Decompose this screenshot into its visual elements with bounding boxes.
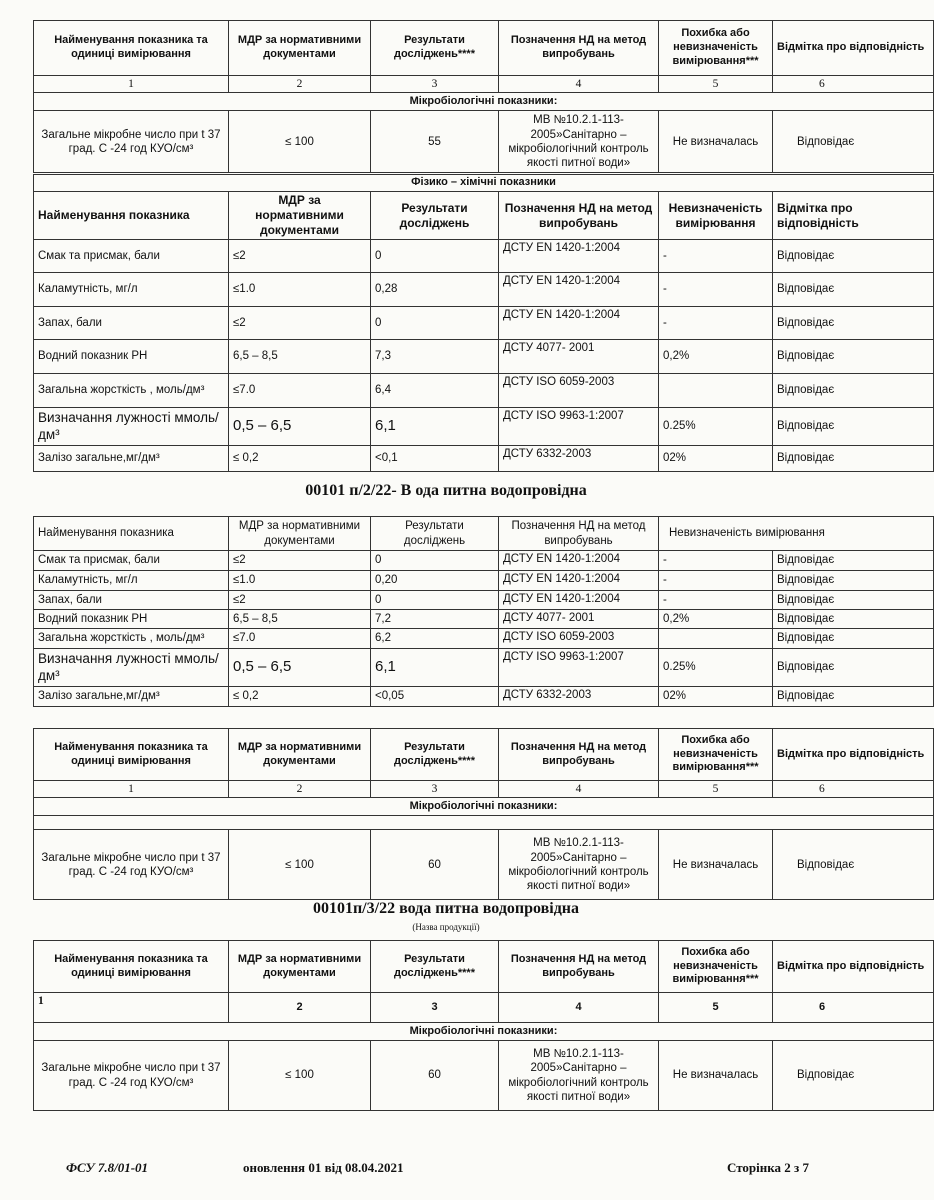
cell-method: ДСТУ ISO 6059-2003: [499, 374, 659, 408]
table-row: [34, 340, 934, 374]
cell-name: Визначання лужності ммоль/дм³: [34, 649, 229, 687]
cell-name: Загальна жорсткість , моль/дм³: [34, 629, 229, 649]
cell-mdr: ≤2: [229, 307, 371, 340]
cell-res: 7,2: [371, 610, 499, 629]
header-mdr: МДР за нормативними документами: [229, 941, 371, 993]
cell-mdr: 0,5 – 6,5: [229, 649, 371, 687]
cell-method: ДСТУ EN 1420-1:2004: [499, 551, 659, 571]
header-mdr: МДР за нормативними документами: [229, 517, 371, 551]
cell-unc: 0,2%: [659, 610, 773, 629]
micro-section-title: Мікробіологічні показники:: [34, 798, 934, 816]
micro-name: Загальне мікробне число при t 37 град. С -24 год КУО/см³: [34, 111, 229, 173]
colnum: 2: [229, 993, 371, 1023]
cell-name: Загальна жорсткість , моль/дм³: [34, 374, 229, 408]
cell-name: Запах, бали: [34, 307, 229, 340]
cell-name: Запах, бали: [34, 591, 229, 610]
micro-table-2: [33, 728, 934, 900]
cell-method: ДСТУ ISO 9963-1:2007: [499, 408, 659, 446]
table-row: [34, 610, 934, 629]
cell-mark: Відповідає: [773, 240, 934, 273]
cell-mark: Відповідає: [773, 610, 934, 629]
table-row: [34, 273, 934, 307]
header-name: Найменування показника та одиниці вимірювання: [34, 21, 229, 76]
cell-unc: -: [659, 571, 773, 591]
cell-mdr: ≤7.0: [229, 374, 371, 408]
cell-unc: -: [659, 240, 773, 273]
table-row: [34, 649, 934, 687]
cell-mdr: 6,5 – 8,5: [229, 610, 371, 629]
header-name: Найменування показника: [34, 192, 229, 240]
cell-method: ДСТУ EN 1420-1:2004: [499, 307, 659, 340]
header-uncertainty: Похибка або невизначеність вимірювання***: [659, 941, 773, 993]
micro-uncertainty: Не визначалась: [659, 830, 773, 900]
cell-res: 6,1: [371, 649, 499, 687]
phys-table-1: [33, 174, 934, 472]
header-method: Позначення НД на метод випробувань: [499, 729, 659, 781]
cell-mdr: ≤7.0: [229, 629, 371, 649]
header-name: Найменування показника та одиниці вимірювання: [34, 729, 229, 781]
colnum: 2: [229, 781, 371, 798]
product-note: (Назва продукції): [412, 922, 480, 932]
header-uncertainty: Невизначеність вимірювання: [659, 517, 934, 551]
cell-mark: Відповідає: [773, 571, 934, 591]
cell-mark: Відповідає: [773, 687, 934, 707]
cell-method: ДСТУ EN 1420-1:2004: [499, 273, 659, 307]
header-mark: Відмітка про відповідність: [773, 729, 934, 781]
table-row: [34, 408, 934, 446]
cell-mdr: ≤1.0: [229, 571, 371, 591]
cell-mark: Відповідає: [773, 629, 934, 649]
colnum: 3: [371, 781, 499, 798]
micro-mark: Відповідає: [773, 111, 934, 173]
cell-name: Каламутність, мг/л: [34, 571, 229, 591]
header-mdr: МДР за нормативними документами: [229, 192, 371, 240]
cell-res: 6,4: [371, 374, 499, 408]
cell-unc: 0,2%: [659, 340, 773, 374]
product-title-2: 00101 п/2/22- В ода питна водопровідна: [305, 482, 587, 499]
cell-mark: Відповідає: [773, 340, 934, 374]
micro-table-1: [33, 20, 934, 173]
cell-mdr: 0,5 – 6,5: [229, 408, 371, 446]
cell-res: <0,1: [371, 446, 499, 472]
header-name: Найменування показника та одиниці вимірювання: [34, 941, 229, 993]
micro-result: 60: [371, 830, 499, 900]
cell-unc: 02%: [659, 446, 773, 472]
micro-mdr: ≤ 100: [229, 830, 371, 900]
micro-mdr: ≤ 100: [229, 111, 371, 173]
cell-res: 6,2: [371, 629, 499, 649]
cell-method: ДСТУ 6332-2003: [499, 687, 659, 707]
cell-res: 7,3: [371, 340, 499, 374]
header-results: Результати досліджень****: [371, 729, 499, 781]
micro-table-3: [33, 940, 934, 1111]
footer-form-code: ФСУ 7.8/01-01: [66, 1160, 149, 1175]
colnum: 4: [499, 781, 659, 798]
cell-res: 0: [371, 551, 499, 571]
micro-section-title: Мікробіологічні показники:: [34, 1023, 934, 1041]
header-uncertainty: Невизначеність вимірювання: [659, 192, 773, 240]
header-results: Результати досліджень: [371, 517, 499, 551]
cell-method: ДСТУ ISO 6059-2003: [499, 629, 659, 649]
cell-mark: Відповідає: [773, 649, 934, 687]
table-row: [34, 687, 934, 707]
header-mark: Відмітка про відповідність: [773, 21, 934, 76]
cell-method: ДСТУ 6332-2003: [499, 446, 659, 472]
table-row: [34, 629, 934, 649]
header-method: Позначення НД на метод випробувань: [499, 517, 659, 551]
table-row: [34, 446, 934, 472]
cell-res: <0,05: [371, 687, 499, 707]
cell-unc: [659, 374, 773, 408]
colnum: 2: [229, 76, 371, 93]
cell-unc: -: [659, 307, 773, 340]
table-row: [34, 307, 934, 340]
cell-mdr: ≤2: [229, 240, 371, 273]
micro-result: 60: [371, 1041, 499, 1111]
product-title-3: 00101п/3/22 вода питна водопровідна: [312, 900, 580, 917]
header-results: Результати досліджень****: [371, 941, 499, 993]
cell-name: Смак та присмак, бали: [34, 551, 229, 571]
cell-method: ДСТУ 4077- 2001: [499, 610, 659, 629]
colnum: 5: [659, 76, 773, 93]
colnum: 5: [659, 993, 773, 1023]
cell-mdr: 6,5 – 8,5: [229, 340, 371, 374]
cell-unc: [659, 629, 773, 649]
cell-method: ДСТУ 4077- 2001: [499, 340, 659, 374]
header-mdr: МДР за нормативними документами: [229, 21, 371, 76]
cell-mark: Відповідає: [773, 591, 934, 610]
cell-res: 0: [371, 240, 499, 273]
cell-name: Водний показник РН: [34, 610, 229, 629]
cell-mark: Відповідає: [773, 408, 934, 446]
header-results: Результати досліджень****: [371, 21, 499, 76]
cell-mdr: ≤ 0,2: [229, 446, 371, 472]
cell-name: Смак та присмак, бали: [34, 240, 229, 273]
header-method: Позначення НД на метод випробувань: [499, 941, 659, 993]
phys-section-title: Фізико – хімічні показники: [34, 175, 934, 192]
footer-update: оновлення 01 від 08.04.2021: [243, 1160, 404, 1175]
cell-mark: Відповідає: [773, 374, 934, 408]
table-row: [34, 591, 934, 610]
colnum: 4: [499, 993, 659, 1023]
spacer-row: [34, 816, 934, 830]
micro-uncertainty: Не визначалась: [659, 111, 773, 173]
header-uncertainty: Похибка або невизначеність вимірювання***: [659, 729, 773, 781]
cell-name: Водний показник РН: [34, 340, 229, 374]
cell-name: Залізо загальне,мг/дм³: [34, 446, 229, 472]
header-method: Позначення НД на метод випробувань: [499, 192, 659, 240]
colnum: 1: [34, 781, 229, 798]
table-row: [34, 551, 934, 571]
micro-uncertainty: Не визначалась: [659, 1041, 773, 1111]
cell-mdr: ≤1.0: [229, 273, 371, 307]
cell-method: ДСТУ EN 1420-1:2004: [499, 571, 659, 591]
colnum: 5: [659, 781, 773, 798]
colnum: 4: [499, 76, 659, 93]
colnum: 1: [34, 993, 229, 1023]
micro-method: МВ №10.2.1-113-2005»Санітарно – мікробіологічний контроль якості питної води»: [499, 830, 659, 900]
table-row: [34, 240, 934, 273]
cell-unc: 0.25%: [659, 649, 773, 687]
cell-mark: Відповідає: [773, 273, 934, 307]
cell-unc: -: [659, 551, 773, 571]
table-row: [34, 571, 934, 591]
micro-method: МВ №10.2.1-113-2005»Санітарно – мікробіологічний контроль якості питної води»: [499, 111, 659, 173]
cell-unc: -: [659, 591, 773, 610]
header-results: Результати досліджень: [371, 192, 499, 240]
micro-mark: Відповідає: [773, 830, 934, 900]
colnum: 6: [773, 781, 934, 798]
cell-mark: Відповідає: [773, 307, 934, 340]
cell-mdr: ≤ 0,2: [229, 687, 371, 707]
cell-res: 0,20: [371, 571, 499, 591]
micro-mark: Відповідає: [773, 1041, 934, 1111]
cell-method: ДСТУ ISO 9963-1:2007: [499, 649, 659, 687]
phys-table-2: [33, 516, 934, 707]
header-name: Найменування показника: [34, 517, 229, 551]
cell-mdr: ≤2: [229, 551, 371, 571]
colnum: 6: [773, 993, 934, 1023]
micro-name: Загальне мікробне число при t 37 град. С -24 год КУО/см³: [34, 830, 229, 900]
colnum: 3: [371, 993, 499, 1023]
header-uncertainty: Похибка або невизначеність вимірювання***: [659, 21, 773, 76]
cell-mdr: ≤2: [229, 591, 371, 610]
cell-res: 0,28: [371, 273, 499, 307]
cell-unc: 02%: [659, 687, 773, 707]
colnum: 3: [371, 76, 499, 93]
cell-unc: 0.25%: [659, 408, 773, 446]
cell-res: 0: [371, 307, 499, 340]
micro-method: МВ №10.2.1-113-2005»Санітарно – мікробіологічний контроль якості питної води»: [499, 1041, 659, 1111]
cell-method: ДСТУ EN 1420-1:2004: [499, 591, 659, 610]
cell-res: 0: [371, 591, 499, 610]
header-mark: Відмітка про відповідність: [773, 192, 934, 240]
cell-mark: Відповідає: [773, 446, 934, 472]
cell-name: Каламутність, мг/л: [34, 273, 229, 307]
micro-name: Загальне мікробне число при t 37 град. С -24 год КУО/см³: [34, 1041, 229, 1111]
header-method: Позначення НД на метод випробувань: [499, 21, 659, 76]
micro-mdr: ≤ 100: [229, 1041, 371, 1111]
cell-method: ДСТУ EN 1420-1:2004: [499, 240, 659, 273]
footer-page-number: Сторінка 2 з 7: [727, 1160, 810, 1175]
cell-mark: Відповідає: [773, 551, 934, 571]
cell-name: Визначання лужності ммоль/дм³: [34, 408, 229, 446]
header-mark: Відмітка про відповідність: [773, 941, 934, 993]
cell-unc: -: [659, 273, 773, 307]
cell-name: Залізо загальне,мг/дм³: [34, 687, 229, 707]
table-row: [34, 374, 934, 408]
micro-section-title: Мікробіологічні показники:: [34, 93, 934, 111]
colnum: 1: [34, 76, 229, 93]
colnum: 6: [773, 76, 934, 93]
micro-result: 55: [371, 111, 499, 173]
cell-res: 6,1: [371, 408, 499, 446]
header-mdr: МДР за нормативними документами: [229, 729, 371, 781]
